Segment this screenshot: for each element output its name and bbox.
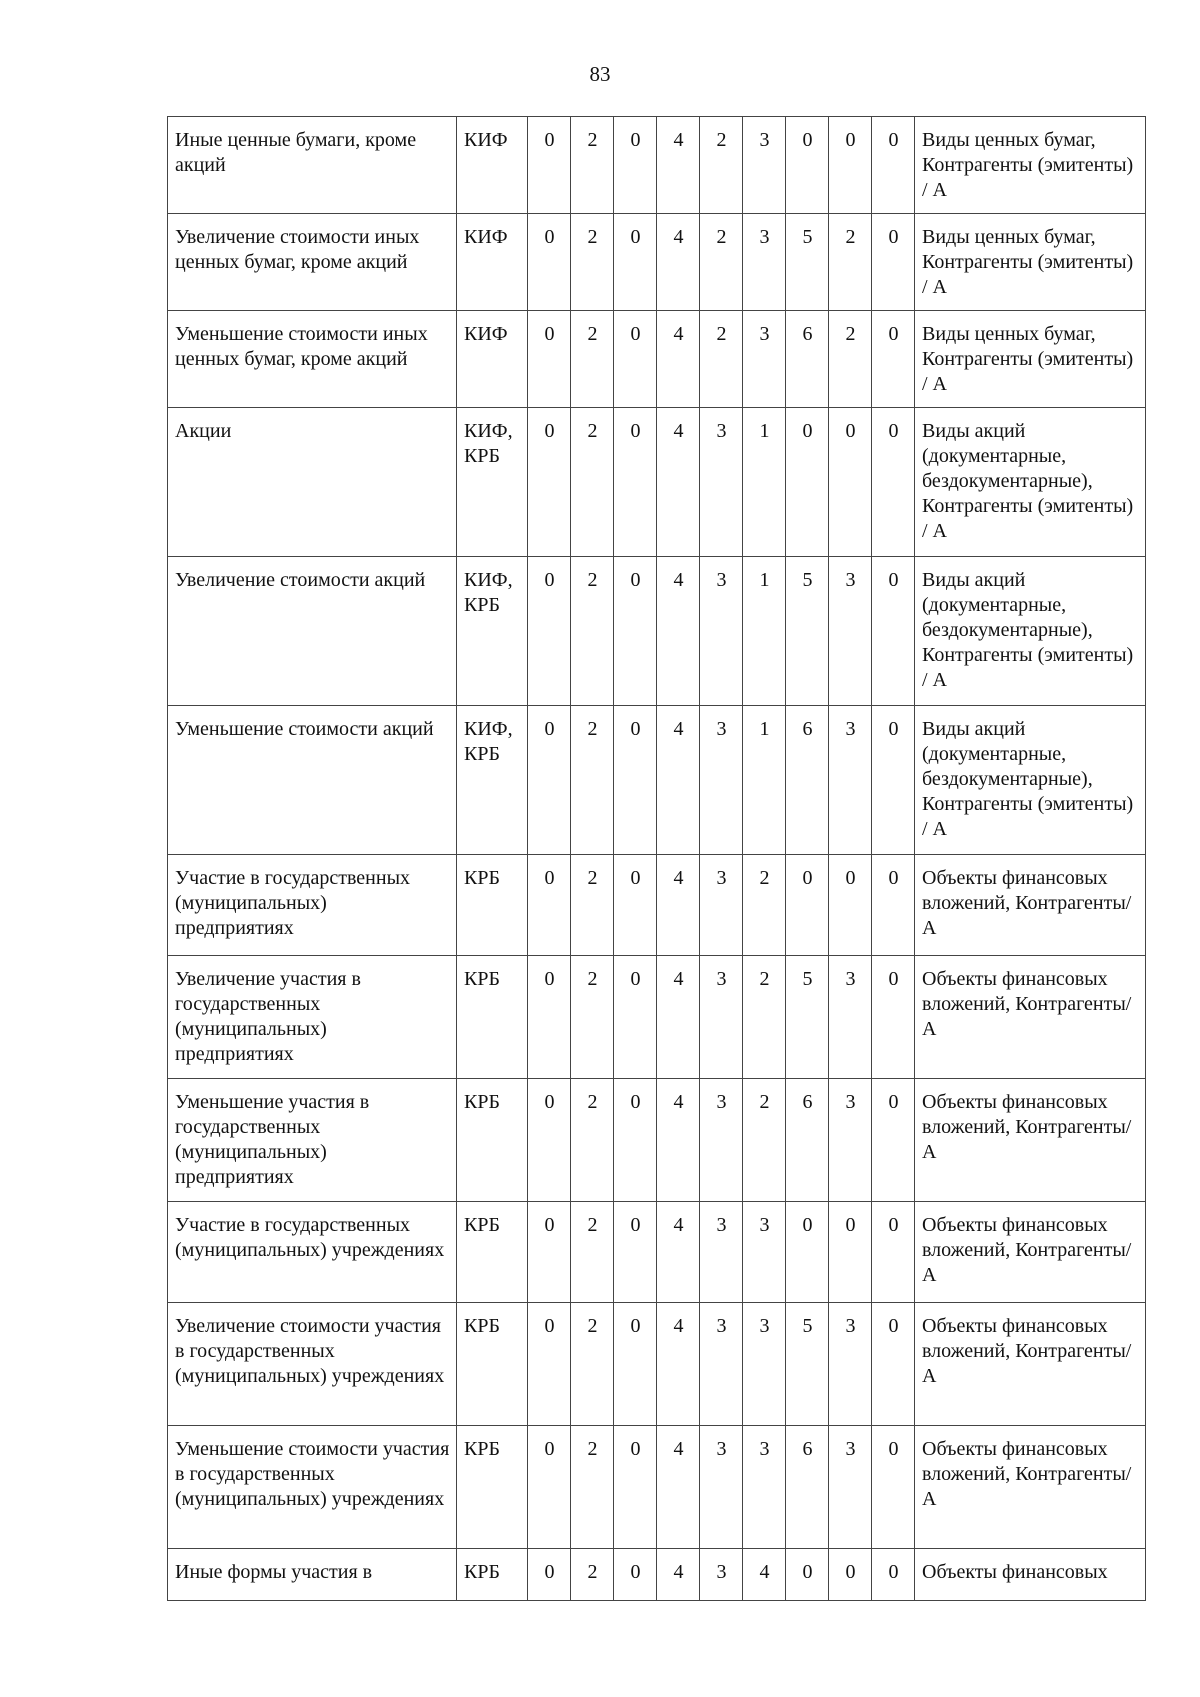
digit-cell: 2 — [571, 1303, 614, 1426]
digit-cell: 3 — [829, 956, 872, 1079]
digit-cell: 2 — [700, 214, 743, 311]
digit-cell: 5 — [786, 214, 829, 311]
digit-cell: 0 — [614, 855, 657, 956]
digit-cell: 0 — [786, 117, 829, 214]
digit-cell: 0 — [872, 311, 915, 408]
analytics-note-cell: Объекты финансовых вложений, Контрагенты/ А — [915, 855, 1146, 956]
digit-cell: 0 — [614, 557, 657, 706]
digit-cell: 0 — [872, 408, 915, 557]
account-name-cell: Увеличение стоимости акций — [168, 557, 457, 706]
digit-cell: 1 — [743, 408, 786, 557]
digit-cell: 2 — [571, 214, 614, 311]
digit-cell: 2 — [829, 311, 872, 408]
account-name-cell: Увеличение стоимости иных ценных бумаг, кроме акций — [168, 214, 457, 311]
digit-cell: 0 — [872, 214, 915, 311]
digit-cell: 3 — [829, 1079, 872, 1202]
digit-cell: 2 — [571, 557, 614, 706]
digit-cell: 3 — [829, 1303, 872, 1426]
digit-cell: 0 — [614, 214, 657, 311]
digit-cell: 0 — [829, 1549, 872, 1601]
code-cell: КРБ — [457, 1303, 528, 1426]
digit-cell: 3 — [700, 557, 743, 706]
digit-cell: 2 — [571, 1549, 614, 1601]
digit-cell: 0 — [829, 1202, 872, 1303]
account-name-cell: Иные ценные бумаги, кроме акций — [168, 117, 457, 214]
digit-cell: 4 — [657, 311, 700, 408]
digit-cell: 0 — [872, 706, 915, 855]
digit-cell: 5 — [786, 1303, 829, 1426]
digit-cell: 0 — [528, 214, 571, 311]
digit-cell: 0 — [872, 1426, 915, 1549]
table-body — [168, 117, 1146, 1601]
digit-cell: 0 — [528, 557, 571, 706]
account-name-cell: Уменьшение стоимости иных ценных бумаг, кроме акций — [168, 311, 457, 408]
account-name-cell: Уменьшение стоимости участия в государственных (муниципальных) учреждениях — [168, 1426, 457, 1549]
digit-cell: 3 — [829, 706, 872, 855]
digit-cell: 3 — [700, 956, 743, 1079]
digit-cell: 0 — [829, 855, 872, 956]
analytics-note-cell: Виды акций (документарные, бездокументарные), Контрагенты (эмитенты) / А — [915, 706, 1146, 855]
digit-cell: 0 — [872, 117, 915, 214]
digit-cell: 0 — [614, 706, 657, 855]
code-cell: КИФ, КРБ — [457, 706, 528, 855]
table-row — [168, 408, 1146, 557]
digit-cell: 0 — [528, 956, 571, 1079]
digit-cell: 2 — [700, 311, 743, 408]
digit-cell: 3 — [700, 1303, 743, 1426]
account-name-cell: Иные формы участия в — [168, 1549, 457, 1601]
account-name-cell: Участие в государственных (муниципальных) предприятиях — [168, 855, 457, 956]
table-row — [168, 1549, 1146, 1601]
digit-cell: 0 — [528, 1426, 571, 1549]
digit-cell: 2 — [571, 1426, 614, 1549]
code-cell: КИФ, КРБ — [457, 557, 528, 706]
digit-cell: 0 — [614, 408, 657, 557]
digit-cell: 2 — [743, 1079, 786, 1202]
account-name-cell: Участие в государственных (муниципальных) учреждениях — [168, 1202, 457, 1303]
account-name-cell: Увеличение участия в государственных (муниципальных) предприятиях — [168, 956, 457, 1079]
digit-cell: 4 — [657, 1303, 700, 1426]
digit-cell: 4 — [657, 706, 700, 855]
digit-cell: 4 — [657, 557, 700, 706]
analytics-note-cell: Объекты финансовых вложений, Контрагенты/ А — [915, 1426, 1146, 1549]
digit-cell: 2 — [743, 956, 786, 1079]
code-cell: КИФ — [457, 311, 528, 408]
digit-cell: 2 — [571, 311, 614, 408]
digit-cell: 5 — [786, 557, 829, 706]
digit-cell: 3 — [700, 1079, 743, 1202]
digit-cell: 0 — [528, 1202, 571, 1303]
digit-cell: 2 — [571, 706, 614, 855]
digit-cell: 3 — [829, 1426, 872, 1549]
analytics-note-cell: Объекты финансовых — [915, 1549, 1146, 1601]
digit-cell: 4 — [657, 117, 700, 214]
code-cell: КРБ — [457, 1549, 528, 1601]
digit-cell: 0 — [829, 117, 872, 214]
digit-cell: 0 — [614, 956, 657, 1079]
digit-cell: 3 — [700, 1426, 743, 1549]
digit-cell: 0 — [872, 855, 915, 956]
digit-cell: 0 — [614, 1079, 657, 1202]
digit-cell: 0 — [872, 1549, 915, 1601]
digit-cell: 2 — [571, 855, 614, 956]
digit-cell: 2 — [700, 117, 743, 214]
code-cell: КРБ — [457, 855, 528, 956]
code-cell: КРБ — [457, 1079, 528, 1202]
code-cell: КИФ — [457, 117, 528, 214]
digit-cell: 0 — [872, 1303, 915, 1426]
digit-cell: 0 — [528, 706, 571, 855]
code-cell: КРБ — [457, 1202, 528, 1303]
digit-cell: 0 — [786, 1549, 829, 1601]
digit-cell: 1 — [743, 706, 786, 855]
digit-cell: 6 — [786, 706, 829, 855]
digit-cell: 5 — [786, 956, 829, 1079]
digit-cell: 4 — [657, 214, 700, 311]
page-number: 83 — [589, 62, 611, 86]
digit-cell: 0 — [829, 408, 872, 557]
digit-cell: 3 — [743, 311, 786, 408]
digit-cell: 4 — [657, 1426, 700, 1549]
table-row — [168, 706, 1146, 855]
code-cell: КРБ — [457, 956, 528, 1079]
digit-cell: 3 — [743, 1202, 786, 1303]
analytics-note-cell: Объекты финансовых вложений, Контрагенты/ А — [915, 1079, 1146, 1202]
analytics-note-cell: Объекты финансовых вложений, Контрагенты/ А — [915, 1202, 1146, 1303]
table-row — [168, 214, 1146, 311]
digit-cell: 0 — [614, 311, 657, 408]
digit-cell: 0 — [614, 1549, 657, 1601]
digit-cell: 3 — [829, 557, 872, 706]
digit-cell: 3 — [700, 1202, 743, 1303]
digit-cell: 3 — [743, 214, 786, 311]
digit-cell: 2 — [743, 855, 786, 956]
digit-cell: 4 — [657, 1202, 700, 1303]
analytics-note-cell: Виды акций (документарные, бездокументарные), Контрагенты (эмитенты) / А — [915, 557, 1146, 706]
digit-cell: 0 — [786, 855, 829, 956]
digit-cell: 3 — [743, 1426, 786, 1549]
digit-cell: 1 — [743, 557, 786, 706]
digit-cell: 0 — [528, 311, 571, 408]
table-row — [168, 1079, 1146, 1202]
analytics-note-cell: Объекты финансовых вложений, Контрагенты/ А — [915, 956, 1146, 1079]
table-row — [168, 855, 1146, 956]
account-name-cell: Уменьшение участия в государственных (муниципальных) предприятиях — [168, 1079, 457, 1202]
table-row — [168, 557, 1146, 706]
table-row — [168, 117, 1146, 214]
digit-cell: 6 — [786, 1079, 829, 1202]
digit-cell: 0 — [872, 557, 915, 706]
digit-cell: 0 — [528, 408, 571, 557]
digit-cell: 2 — [829, 214, 872, 311]
digit-cell: 3 — [700, 706, 743, 855]
digit-cell: 3 — [700, 1549, 743, 1601]
analytics-note-cell: Объекты финансовых вложений, Контрагенты/ А — [915, 1303, 1146, 1426]
digit-cell: 3 — [700, 855, 743, 956]
digit-cell: 0 — [528, 1079, 571, 1202]
digit-cell: 0 — [614, 1303, 657, 1426]
digit-cell: 4 — [657, 956, 700, 1079]
analytics-note-cell: Виды ценных бумаг, Контрагенты (эмитенты) / А — [915, 117, 1146, 214]
analytics-note-cell: Виды акций (документарные, бездокументарные), Контрагенты (эмитенты) / А — [915, 408, 1146, 557]
digit-cell: 4 — [657, 1549, 700, 1601]
table-row — [168, 1303, 1146, 1426]
table-row — [168, 1202, 1146, 1303]
table-row — [168, 1426, 1146, 1549]
digit-cell: 2 — [571, 117, 614, 214]
digit-cell: 6 — [786, 1426, 829, 1549]
digit-cell: 0 — [786, 408, 829, 557]
digit-cell: 2 — [571, 1202, 614, 1303]
digit-cell: 0 — [614, 1202, 657, 1303]
table-row — [168, 311, 1146, 408]
digit-cell: 4 — [657, 408, 700, 557]
digit-cell: 0 — [786, 1202, 829, 1303]
digit-cell: 0 — [614, 117, 657, 214]
analytics-note-cell: Виды ценных бумаг, Контрагенты (эмитенты) / А — [915, 214, 1146, 311]
code-cell: КИФ, КРБ — [457, 408, 528, 557]
digit-cell: 3 — [743, 117, 786, 214]
digit-cell: 3 — [700, 408, 743, 557]
digit-cell: 0 — [872, 1079, 915, 1202]
analytics-note-cell: Виды ценных бумаг, Контрагенты (эмитенты) / А — [915, 311, 1146, 408]
digit-cell: 0 — [872, 956, 915, 1079]
digit-cell: 0 — [872, 1202, 915, 1303]
digit-cell: 2 — [571, 956, 614, 1079]
digit-cell: 0 — [528, 1549, 571, 1601]
digit-cell: 0 — [528, 1303, 571, 1426]
digit-cell: 0 — [614, 1426, 657, 1549]
digit-cell: 4 — [657, 855, 700, 956]
digit-cell: 0 — [528, 855, 571, 956]
account-name-cell: Уменьшение стоимости акций — [168, 706, 457, 855]
digit-cell: 6 — [786, 311, 829, 408]
table-row — [168, 956, 1146, 1079]
account-name-cell: Увеличение стоимости участия в государственных (муниципальных) учреждениях — [168, 1303, 457, 1426]
digit-cell: 2 — [571, 1079, 614, 1202]
digit-cell: 4 — [657, 1079, 700, 1202]
accounts-table — [167, 116, 1146, 1601]
code-cell: КИФ — [457, 214, 528, 311]
digit-cell: 3 — [743, 1303, 786, 1426]
code-cell: КРБ — [457, 1426, 528, 1549]
digit-cell: 0 — [528, 117, 571, 214]
digit-cell: 2 — [571, 408, 614, 557]
digit-cell: 4 — [743, 1549, 786, 1601]
account-name-cell: Акции — [168, 408, 457, 557]
